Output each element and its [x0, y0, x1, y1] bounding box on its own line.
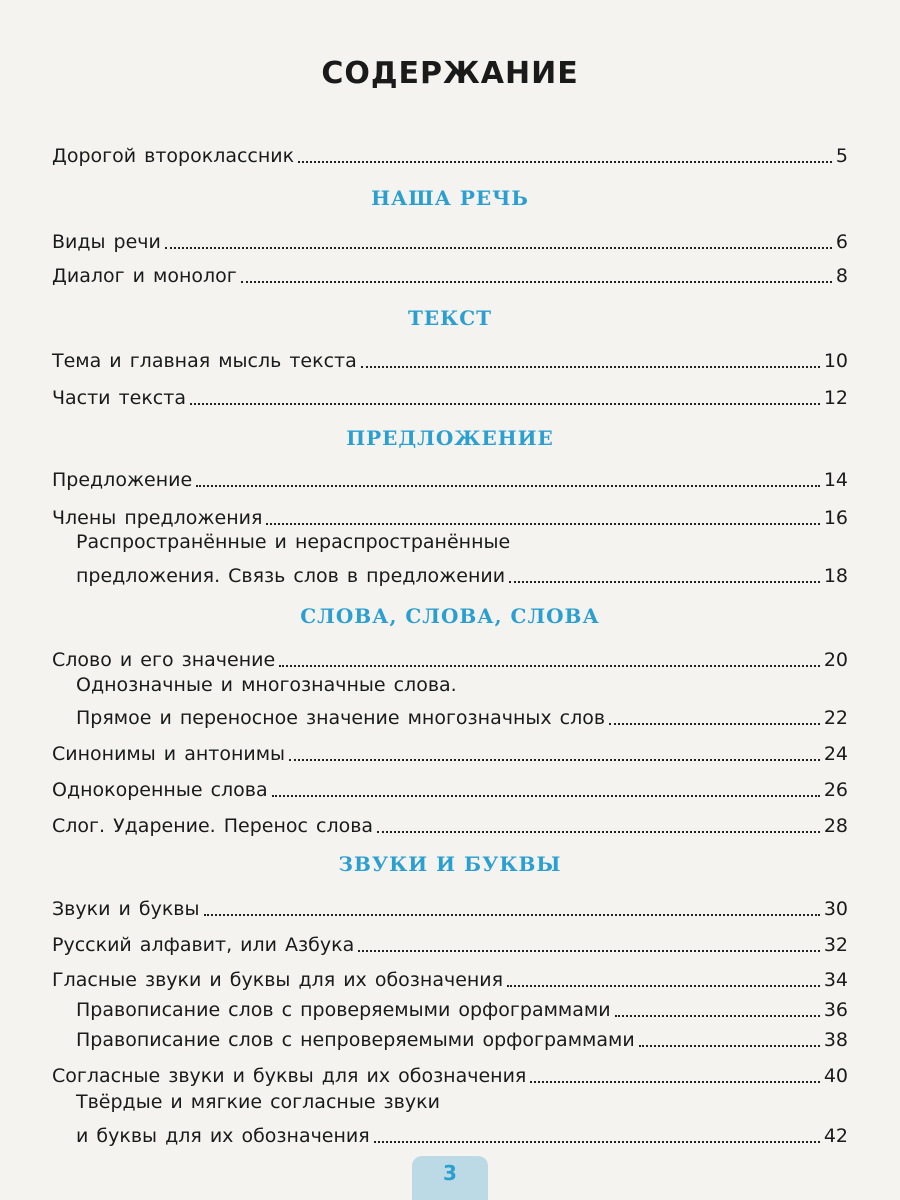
toc-entry-title: Члены предложения — [52, 507, 263, 529]
toc-entry-title: Правописание слов с проверяемыми орфограммами — [76, 999, 611, 1021]
toc-entry-title: Диалог и монолог — [52, 265, 237, 287]
toc-entry-page: 18 — [823, 565, 848, 587]
dot-leader — [204, 914, 820, 916]
toc-entry-page: 5 — [835, 145, 848, 167]
toc-entry — [52, 502, 848, 530]
section-heading: ЗВУКИ И БУКВЫ — [338, 852, 562, 876]
toc-entry — [52, 260, 848, 288]
toc-entry-title: Виды речи — [52, 231, 161, 253]
toc-entry-title: Предложение — [52, 469, 193, 491]
toc-entry — [52, 929, 848, 957]
toc-entry — [52, 382, 848, 410]
toc-entry-page: 6 — [835, 231, 848, 253]
dot-leader — [374, 1141, 820, 1143]
dot-leader — [507, 985, 820, 987]
toc-entry — [76, 994, 848, 1022]
toc-entry-title-line: Однозначные и многозначные слова. — [76, 674, 457, 696]
section-heading: СЛОВА, СЛОВА, СЛОВА — [300, 604, 600, 628]
toc-entry-page: 10 — [823, 350, 848, 372]
dot-leader — [509, 581, 820, 583]
dot-leader — [241, 281, 832, 283]
toc-entry-title: Прямое и переносное значение многозначных слов — [76, 707, 606, 729]
toc-entry-page: 12 — [823, 387, 848, 409]
dot-leader — [361, 366, 820, 368]
toc-entry-page: 14 — [823, 469, 848, 491]
toc-entry — [76, 560, 848, 588]
toc-entry-page: 40 — [823, 1065, 848, 1087]
dot-leader — [615, 1015, 820, 1017]
toc-entry-title: Тема и главная мысль текста — [52, 350, 357, 372]
toc-entry — [52, 810, 848, 838]
toc-entry-title: предложения. Связь слов в предложении — [76, 565, 506, 587]
toc-entry-page: 36 — [823, 999, 848, 1021]
toc-entry-title: Русский алфавит, или Азбука — [52, 934, 355, 956]
toc-entry — [52, 893, 848, 921]
toc-entry — [76, 1120, 848, 1148]
toc-entry-title-line: Твёрдые и мягкие согласные звуки — [76, 1091, 440, 1113]
page-title: СОДЕРЖАНИЕ — [321, 56, 579, 91]
toc-entry — [52, 1060, 848, 1088]
toc-entry — [52, 644, 848, 672]
toc-entry-title: Дорогой второклассник — [52, 145, 295, 167]
toc-entry-title: Синонимы и антонимы — [52, 743, 286, 765]
dot-leader — [272, 795, 820, 797]
toc-entry-title-line: Распространённые и нераспространённые — [76, 531, 511, 553]
toc-entry-page: 20 — [823, 649, 848, 671]
toc-entry-title: Части текста — [52, 387, 186, 409]
toc-entry-page: 8 — [835, 265, 848, 287]
dot-leader — [377, 831, 820, 833]
dot-leader — [358, 950, 820, 952]
dot-leader — [165, 247, 832, 249]
dot-leader — [639, 1045, 820, 1047]
section-heading: ПРЕДЛОЖЕНИЕ — [346, 426, 554, 450]
toc-entry — [52, 345, 848, 373]
section-heading: НАША РЕЧЬ — [371, 186, 529, 210]
toc-entry-page: 16 — [823, 507, 848, 529]
dot-leader — [530, 1081, 819, 1083]
toc-entry-page: 22 — [823, 707, 848, 729]
toc-entry — [52, 774, 848, 802]
toc-entry-page: 24 — [823, 743, 848, 765]
dot-leader — [289, 759, 820, 761]
toc-entry-title: Гласные звуки и буквы для их обозначения — [52, 969, 504, 991]
toc-entry — [52, 226, 848, 254]
toc-entry-title: Однокоренные слова — [52, 779, 268, 801]
toc-entry-page: 34 — [823, 969, 848, 991]
toc-entry — [76, 1024, 848, 1052]
toc-entry-page: 42 — [823, 1125, 848, 1147]
dot-leader — [190, 403, 820, 405]
toc-entry — [52, 140, 848, 168]
dot-leader — [279, 665, 820, 667]
toc-entry-page: 38 — [823, 1029, 848, 1051]
toc-entry-title: Слог. Ударение. Перенос слова — [52, 815, 374, 837]
toc-entry-title: Правописание слов с непроверяемыми орфограммами — [76, 1029, 635, 1051]
toc-entry-page: 32 — [823, 934, 848, 956]
section-heading: ТЕКСТ — [407, 306, 493, 330]
dot-leader — [266, 523, 819, 525]
toc-entry-title: Слово и его значение — [52, 649, 276, 671]
dot-leader — [196, 485, 820, 487]
toc-entry — [76, 702, 848, 730]
toc-entry-page: 26 — [823, 779, 848, 801]
toc-entry-title: Звуки и буквы — [52, 898, 200, 920]
dot-leader — [609, 723, 820, 725]
toc-entry — [52, 964, 848, 992]
toc-entry-title: и буквы для их обозначения — [76, 1125, 370, 1147]
toc-entry-page: 28 — [823, 815, 848, 837]
toc-entry-title: Согласные звуки и буквы для их обозначения — [52, 1065, 527, 1087]
toc-entry-page: 30 — [823, 898, 848, 920]
dot-leader — [298, 161, 832, 163]
toc-entry — [52, 738, 848, 766]
page-number-tab: 3 — [412, 1156, 488, 1200]
toc-entry — [52, 464, 848, 492]
